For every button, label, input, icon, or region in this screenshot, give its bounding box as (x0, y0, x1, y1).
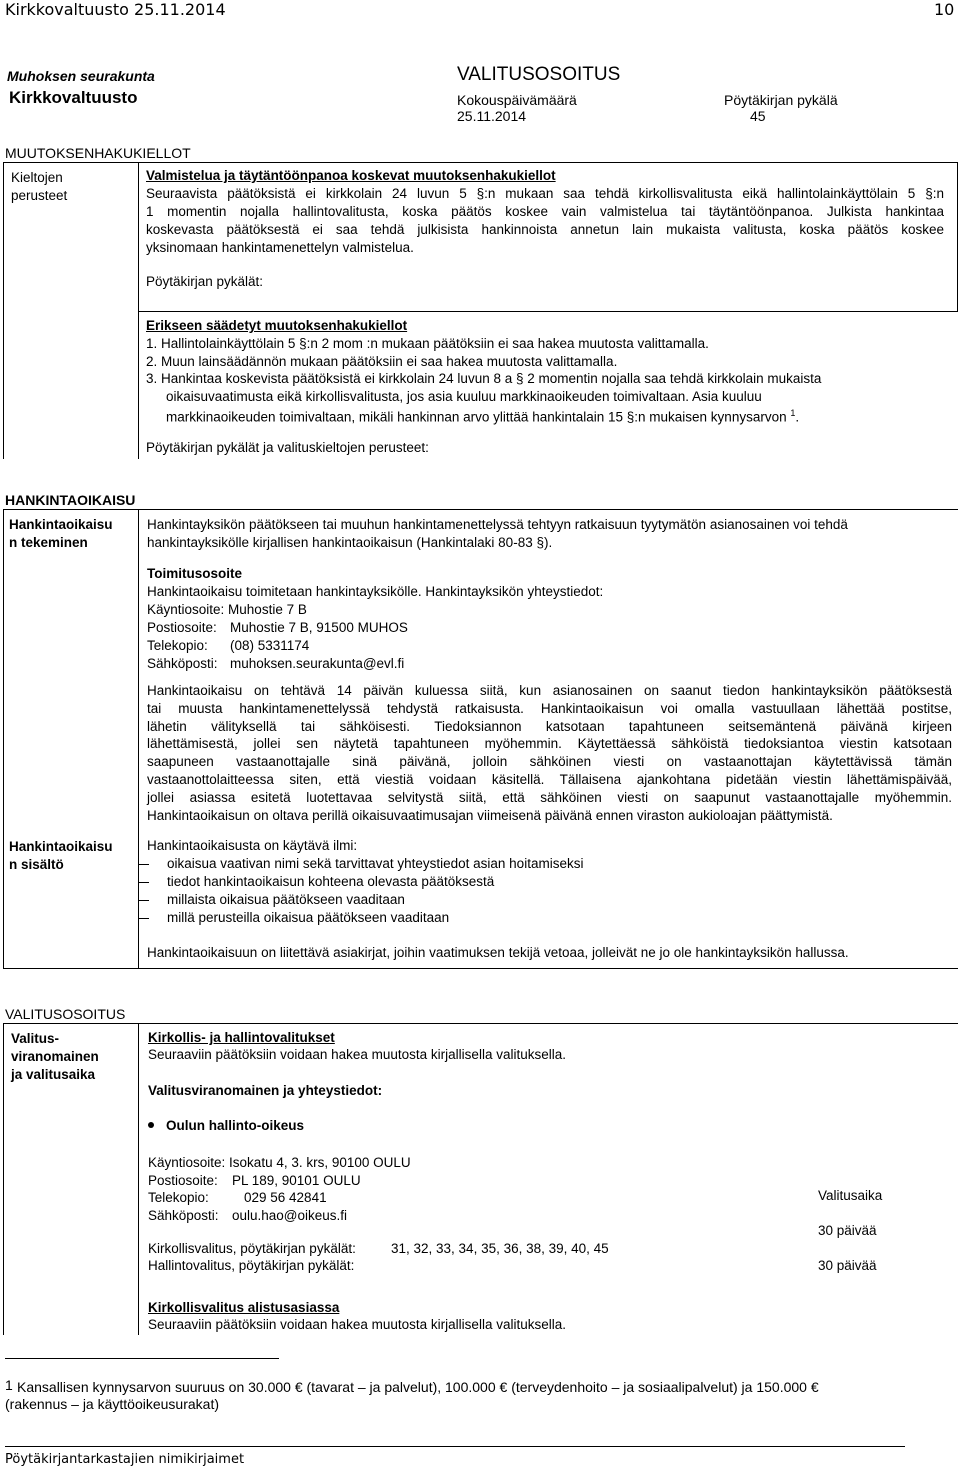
erikseen-title: Erikseen säädetyt muutoksenhakukiellot (146, 318, 408, 333)
kirkollis-days: 30 päivää (818, 1223, 877, 1238)
side-label-kieltojen-perusteet: Kieltojen perusteet (11, 170, 68, 203)
list-item: 2. Muun lainsäädännön mukaan päätöksiin ei saa hakea muutosta valittamalla. (146, 353, 618, 369)
organization-name: Muhoksen seurakunta (7, 68, 155, 84)
body-name: Kirkkovaltuusto (9, 88, 138, 107)
divider (957, 162, 958, 312)
list-item: tiedot hankintaoikaisun kohteena olevasta päätöksestä (139, 873, 583, 891)
kirkollis-row: Kirkollisvalitus, pöytäkirjan pykälät: 31, 32, 33, 34, 35, 36, 38, 39, 40, 45 (148, 1241, 609, 1256)
muutoksenhakukiellot-paragraph: Seuraavista päätöksistä ei kirkkolain 24 luvun 5 §:n mukaan saa tehdä kirkollisvalitusta eikä hallintolainkäyttölain 5 §:n 1 momentin nojalla hallintovalitusta, koska päätös koskee vain valmistelua tai täytäntöönpanoa. Julkista hankintaa koskevasta päätöksestä ei saa tehdä julkisista hankinnoista annetun lain mukaista valitusta, koska päätös koskee yksinomaan hankintamenettelyn valmistelua. (146, 186, 944, 255)
divider (138, 1023, 139, 1335)
date-value: 25.11.2014 (457, 108, 527, 124)
erikseen-list: 1. Hallintolainkäyttölain 5 §:n 2 mom :n mukaan päätöksiin ei saa hakea muutosta valittamalla. 2. Muun lainsäädännön mukaan päätöksiin ei saa hakea muutosta valittamalla. 3. Hankintaa koskevista päätöksistä ei kirkkolain 24 luvun 8 a § 2 momentin nojalla saa tehdä kirkkolain mukaista oikaisuvaatimusta eikä kirkollisvalitusta, jos asia kuuluu markkinaoikeuden toimivaltaan. Asia kuuluu markkinaoikeuden toimivaltaan, mikäli hankinnan arvo ylittää hankintalain 15 §:n mukaisen kynnysarvon $^1$. (146, 335, 936, 426)
divider (3, 1023, 4, 1335)
pykalat-label: Pöytäkirjan pykälät: (146, 274, 264, 289)
list-item: millaista oikaisua päätökseen vaaditaan (139, 891, 583, 909)
hallinto-label: Hallintovalitus, pöytäkirjan pykälät: (148, 1258, 355, 1273)
content-list (139, 855, 583, 927)
side-label-valitusviranomainen: Valitus- viranomainen ja valitusaika (11, 1031, 99, 1082)
date-label: Kokouspäivämäärä (457, 92, 577, 108)
section-value: 45 (750, 108, 766, 124)
alistus-title: Kirkollisvalitus alistusasiassa (148, 1300, 340, 1315)
section-heading-muutoksenhakukiellot: MUUTOKSENHAKUKIELLOT (5, 145, 191, 161)
footer-separator (5, 1446, 905, 1447)
divider (138, 311, 958, 312)
list-item: millä perusteilla oikaisua päätökseen vaaditaan (139, 909, 583, 927)
divider (3, 1023, 958, 1024)
muutoksenhakukiellot-title: Valmistelua ja täytäntöönpanoa koskevat muutoksenhakukiellot (146, 168, 556, 183)
bullet-icon (148, 1122, 154, 1128)
list-item: oikaisua vaativan nimi sekä tarvittavat yhteystiedot asian hoitamiseksi (139, 855, 583, 873)
alistus-text: Seuraaviin päätöksiin voidaan hakea muutosta kirjallisella valituksella. (148, 1317, 566, 1332)
authority-name: Oulun hallinto-oikeus (166, 1118, 304, 1133)
side-label-sisalto: Hankintaoikaisu n sisältö (9, 839, 113, 872)
divider (3, 509, 4, 969)
divider (3, 509, 958, 510)
content-title: Hankintaoikaisusta on käytävä ilmi: (147, 838, 358, 853)
section-heading-hankintaoikaisu: HANKINTAOIKAISU (5, 492, 136, 508)
hallinto-days: 30 päivää (818, 1258, 877, 1273)
contact-row: Telekopio: (08) 5331174 (147, 638, 310, 653)
valitusaika-label: Valitusaika (818, 1188, 883, 1203)
footnote-separator (5, 1358, 279, 1359)
hankintaoikaisu-intro: Hankintayksikön päätökseen tai muuhun hankintamenettelyssä tehtyyn ratkaisuun tyytymätön asianosainen voi tehdä hankintayksikölle kirjallisen hankintaoikaisun (Hankintalaki 80-83 §). (147, 517, 848, 550)
footnote-line1: Kansallisen kynnysarvon suuruus on 30.000 € (tavarat – ja palvelut), 100.000 € (terveydenhoito – ja sosiaalipalvelut) ja 150.000 € (17, 1379, 819, 1395)
deadline-paragraph: Hankintaoikaisu on tehtävä 14 päivän kuluessa siitä, kun asianosainen on saanut tiedon hankintayksikön päätöksestä tai muusta hankintamenettelyssä tehdystä ratkaisusta. Hankintaoikaisun voi omalla vastuullaan lähettää postitse, lähetin välityksellä tai sähköisesti. Tiedoksiannon katsotaan tapahtuneen seitsemäntenä päivänä kirjeen lähettämisestä, jollei sen näytetä tapahtuneen myöhemmin. Käytettäessä sähköistä tiedoksiantoa viestin katsotaan saapuneen vastaanottajalle sinä päivänä, jolloin sähköinen viesti on vastaanottajan käytettävissä tämän vastaanottolaitteessa siten, että viestiä voidaan käsitellä. Tällaisena ajankohtana pidetään viestin lähettämispäivää, jollei asiassa esitetä luotettavaa selvitystä siitä, että sähköinen viesti on saapunut vastaanottajalle myöhemmin. Hankintaoikaisun on oltava perillä oikaisuvaatimusajan viimeisenä päivänä ennen viraston aukioloajan päättymistä. (147, 683, 952, 823)
section-label: Pöytäkirjan pykälä (724, 92, 838, 108)
divider (3, 162, 4, 459)
authority-contacts: Käyntiosoite: Isokatu 4, 3. krs, 90100 OULU Postiosoite: PL 189, 90101 OULU Telekopio: 029 56 42841 Sähköposti: oulu.hao@oikeus.fi (148, 1155, 411, 1223)
page-number: 10 (934, 0, 955, 19)
contact-row: Postiosoite: PL 189, 90101 OULU (148, 1172, 361, 1188)
page-footer: Pöytäkirjantarkastajien nimikirjaimet (5, 1452, 245, 1467)
page-header-title: Kirkkovaltuusto 25.11.2014 (5, 0, 226, 19)
contact-row: Sähköposti: oulu.hao@oikeus.fi (148, 1207, 348, 1223)
footnote-line2: (rakennus – ja käyttöoikeusurakat) (5, 1396, 219, 1412)
toimitusosoite-block: Hankintaoikaisu toimitetaan hankintayksikölle. Hankintayksikön yhteystiedot: Käyntiosoite: Muhostie 7 B Postiosoite: Muhostie 7 B, 91500 MUHOS Telekopio: (08) 5331174 Sähköposti: muhoksen.seurakunta@evl.fi (147, 584, 604, 671)
valitus-title: Kirkollis- ja hallintovalitukset (148, 1030, 335, 1045)
divider (3, 162, 958, 163)
contact-row: Telekopio: 029 56 42841 (148, 1190, 327, 1205)
footnote-number: 1 (5, 1377, 13, 1393)
toimitusosoite-title: Toimitusosoite (147, 566, 243, 581)
contact-row: Sähköposti: muhoksen.seurakunta@evl.fi (147, 656, 405, 671)
contact-row: Postiosoite: Muhostie 7 B, 91500 MUHOS (147, 620, 408, 635)
authority-name-row (148, 1118, 304, 1133)
section-heading-valitusosoitus: VALITUSOSOITUS (5, 1006, 126, 1022)
list-item: 3. Hankintaa koskevista päätöksistä ei kirkkolain 24 luvun 8 a § 2 momentin nojalla saa tehdä kirkkolain mukaista (146, 371, 822, 386)
authority-title: Valitusviranomainen ja yhteystiedot: (148, 1083, 383, 1098)
pykalat-perusteet-label: Pöytäkirjan pykälät ja valituskieltojen perusteet: (146, 440, 429, 455)
side-label-tekeminen: Hankintaoikaisu n tekeminen (9, 517, 113, 550)
divider (3, 968, 958, 969)
attachments-text: Hankintaoikaisuun on liitettävä asiakirjat, joihin vaatimuksen tekijä vetoaa, jolleivät ne jo ole hankintayksikön hallussa. (147, 945, 849, 960)
valitus-intro: Seuraaviin päätöksiin voidaan hakea muutosta kirjallisella valituksella. (148, 1047, 566, 1062)
list-item: 1. Hallintolainkäyttölain 5 §:n 2 mom :n mukaan päätöksiin ei saa hakea muutosta valittamalla. (146, 336, 709, 351)
doc-title: VALITUSOSOITUS (457, 64, 621, 85)
